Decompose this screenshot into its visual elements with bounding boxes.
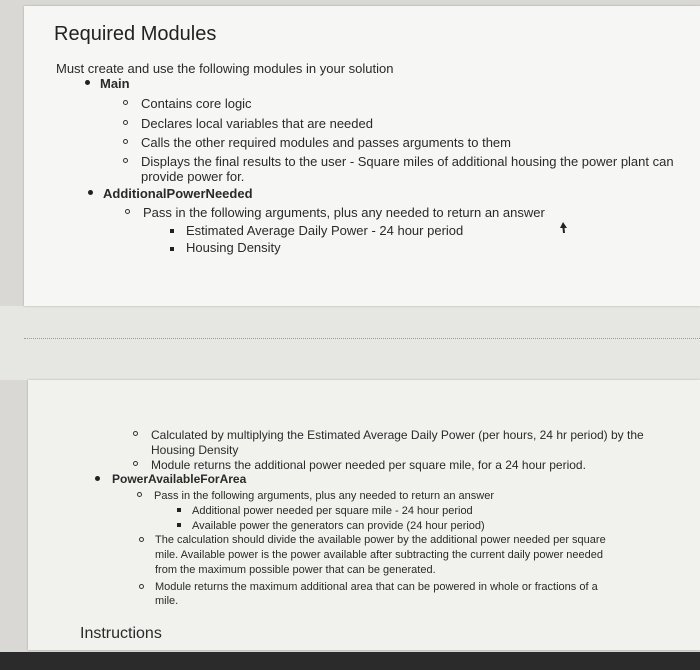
intro-text: Must create and use the following modules in your solution (56, 61, 394, 76)
bullet-circle (137, 492, 142, 497)
bullet-circle (133, 461, 138, 466)
bullet-circle (133, 431, 138, 436)
pafa-pass-args: Pass in the following arguments, plus any needed to return an answer (154, 490, 494, 502)
page-title: Required Modules (54, 23, 217, 45)
main-item: Calls the other required modules and passes arguments to them (141, 135, 511, 150)
main-item-continued: provide power for. (141, 169, 245, 184)
pafa-returns: Module returns the maximum additional area that can be powered in whole or fractions of a (155, 581, 598, 593)
apn-calc-continued: Housing Density (151, 443, 239, 457)
main-item: Displays the final results to the user - Square miles of additional housing the power plant can (141, 154, 674, 169)
bullet-circle (123, 100, 128, 105)
pafa-arg: Additional power needed per square mile - 24 hour period (192, 505, 473, 517)
pafa-calc-continued: from the maximum possible power that can be generated. (155, 564, 436, 576)
bullet-circle (139, 537, 144, 542)
bullet-dot (88, 190, 93, 195)
main-label: Main (100, 76, 130, 91)
bullet-square (170, 229, 174, 233)
pafa-returns-continued: mile. (155, 595, 179, 607)
screen-bezel (0, 652, 700, 670)
bullet-circle (123, 139, 128, 144)
pafa-label: PowerAvailableForArea (112, 472, 247, 486)
apn-label: AdditionalPowerNeeded (103, 186, 253, 201)
main-item: Contains core logic (141, 96, 252, 111)
cursor-icon (560, 222, 570, 234)
main-item: Declares local variables that are needed (141, 116, 373, 131)
pafa-arg: Available power the generators can provide (24 hour period) (192, 520, 485, 532)
bullet-circle (123, 158, 128, 163)
bullet-circle (125, 209, 130, 214)
divider (24, 338, 700, 339)
bullet-circle (123, 120, 128, 125)
bullet-square (177, 523, 181, 527)
pafa-calc: The calculation should divide the available power by the additional power needed per square (155, 534, 606, 546)
instructions-heading: Instructions (80, 625, 162, 642)
panel-gap (0, 306, 700, 380)
pafa-calc-continued: mile. Available power is the power available after subtracting the current daily power needed (155, 549, 603, 561)
apn-returns: Module returns the additional power needed per square mile, for a 24 hour period. (151, 458, 586, 472)
bullet-square (177, 508, 181, 512)
apn-calc: Calculated by multiplying the Estimated Average Daily Power (per hours, 24 hr period) by the (151, 428, 644, 442)
apn-pass-args: Pass in the following arguments, plus any needed to return an answer (143, 205, 545, 220)
bullet-circle (139, 584, 144, 589)
bullet-dot (95, 476, 100, 481)
bullet-dot (85, 80, 90, 85)
apn-arg: Estimated Average Daily Power - 24 hour period (186, 223, 464, 238)
apn-arg: Housing Density (186, 240, 281, 255)
bullet-square (170, 247, 174, 251)
